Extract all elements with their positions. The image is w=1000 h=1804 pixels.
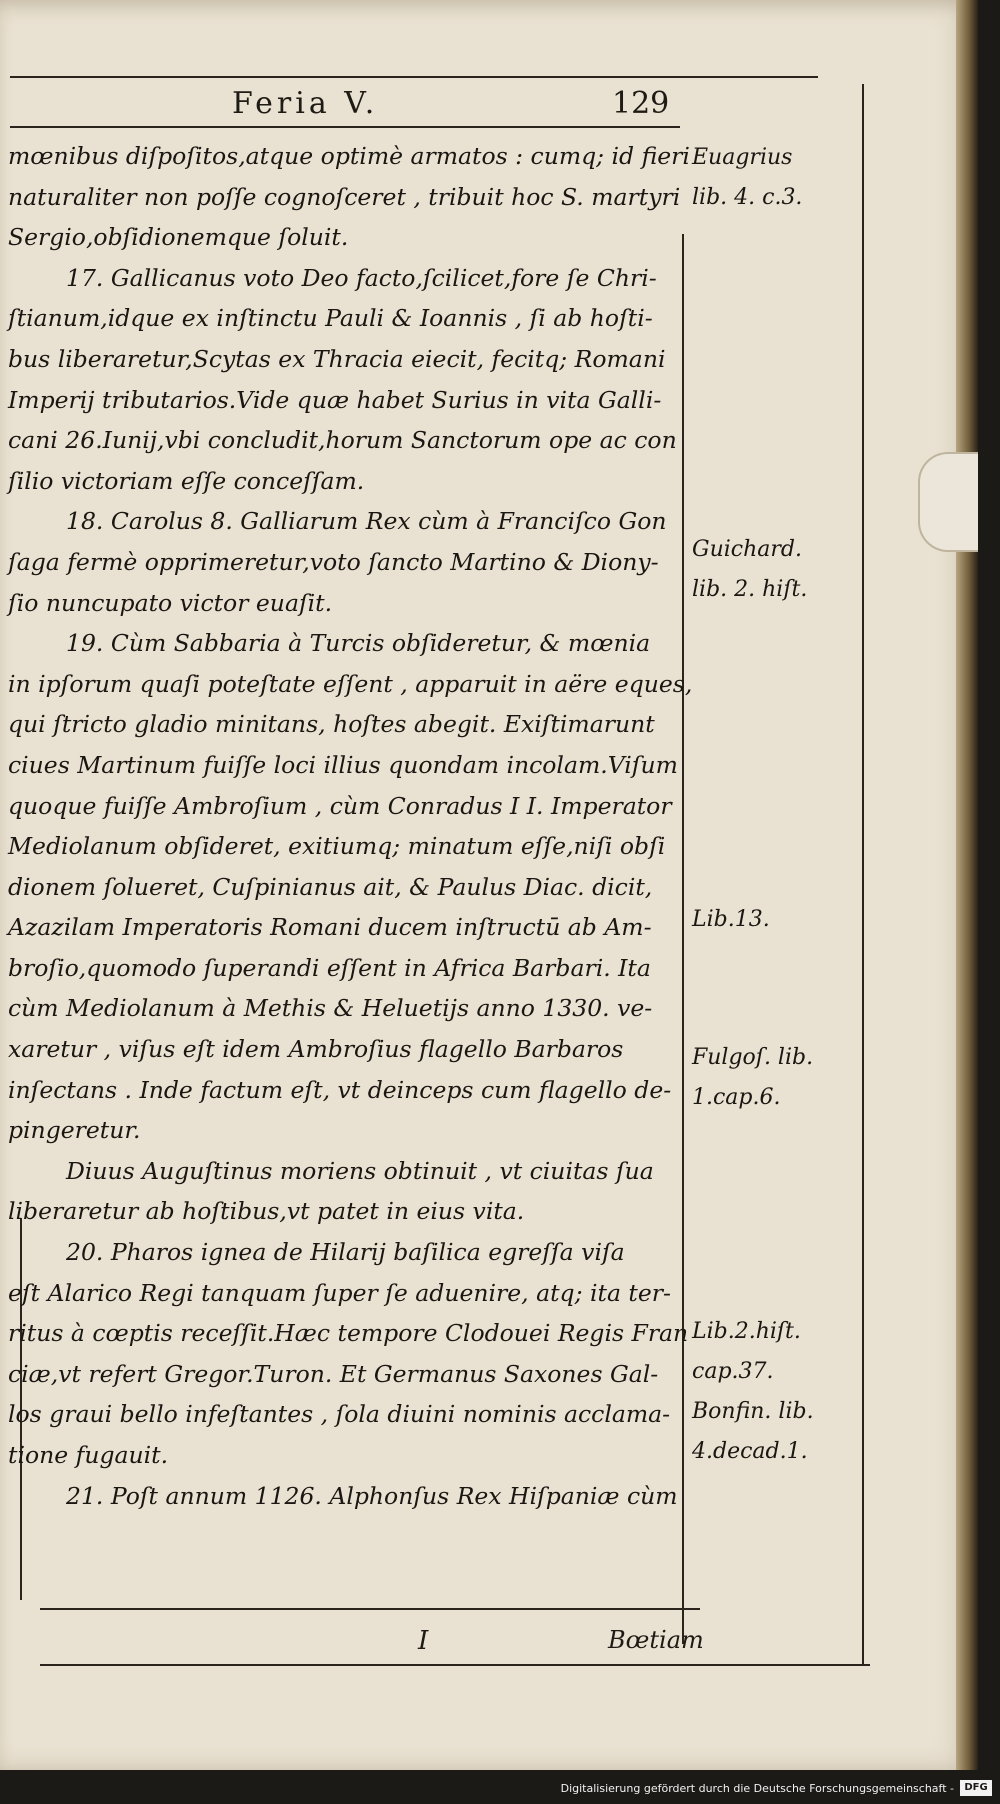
text-line: qui ſtricto gladio minitans, hoſtes abegit. Exiſtimarunt bbox=[8, 710, 655, 739]
text-line: quoque fuiſſe Ambroſium , cùm Conradus I I. Imperator bbox=[8, 791, 672, 820]
text-line: dionem ſolueret, Cuſpinianus ait, & Paulus Diac. dicit, bbox=[8, 872, 653, 901]
header-rule-top bbox=[10, 76, 818, 78]
text-line: 19. Cùm Sabbaria à Turcis obſideretur, & mœnia bbox=[66, 629, 651, 658]
text-line: 17. Gallicanus voto Deo facto,ſcilicet,fore ſe Chri- bbox=[66, 263, 657, 292]
page-edge bbox=[956, 0, 978, 1770]
text-line: tione fugauit. bbox=[8, 1441, 169, 1469]
text-line: ſtianum,idque ex inſtinctu Pauli & Ioannis , ſi ab hoſti- bbox=[8, 304, 653, 333]
text-line: broſio,quomodo ſuperandi eſſent in Africa Barbari. Ita bbox=[8, 953, 651, 982]
text-line: 20. Pharos ignea de Hilarij baſilica egreſſa viſa bbox=[66, 1238, 625, 1267]
text-line: ſio nuncupato victor euaſit. bbox=[8, 588, 333, 617]
page-number: 129 bbox=[612, 86, 670, 121]
catchword: Bœtiam bbox=[608, 1626, 704, 1654]
text-line: pingeretur. bbox=[8, 1116, 141, 1145]
text-line: Diuus Auguſtinus moriens obtinuit , vt ciuitas ſua bbox=[66, 1156, 654, 1185]
text-line: in ipſorum quaſi poteſtate eſſent , apparuit in aëre eques, bbox=[8, 669, 693, 698]
text-line: bus liberaretur,Scytas ex Thracia eiecit, fecitq; Romani bbox=[8, 344, 666, 373]
signature-mark: I bbox=[418, 1626, 429, 1656]
text-line: ſaga fermè opprimeretur,voto ſancto Martino & Diony- bbox=[8, 547, 659, 576]
text-line: xaretur , viſus eſt idem Ambroſius flagello Barbaros bbox=[8, 1035, 624, 1064]
marginal-note-2: Guichard. lib. 2. hiſt. bbox=[692, 537, 808, 602]
marginal-note-4: Fulgoſ. lib. 1.cap.6. bbox=[692, 1045, 814, 1110]
header-rule-bottom bbox=[10, 126, 680, 128]
text-line: mœnibus diſpoſitos,atque optimè armatos : cumq; id fieri bbox=[8, 142, 690, 170]
marginal-note-3: Lib.13. bbox=[692, 907, 770, 932]
text-line: ritus à cœptis receſſit.Hæc tempore Clodouei Regis Fran bbox=[8, 1319, 689, 1348]
text-line: Mediolanum obſideret, exitiumq; minatum eſſe,niſi obſi bbox=[8, 832, 666, 861]
text-line: Sergio,obſidionemque ſoluit. bbox=[8, 223, 349, 252]
dfg-logo-icon: DFG bbox=[960, 1780, 992, 1796]
text-line: Azazilam Imperatoris Romani ducem inſtructū ab Am- bbox=[8, 913, 652, 942]
text-line: naturaliter non poſſe cognoſceret , tribuit hoc S. martyri bbox=[8, 182, 681, 211]
page-clip bbox=[918, 452, 978, 552]
text-line: cani 26.Iunij,vbi concludit,horum Sanctorum ope ac con bbox=[8, 426, 677, 455]
text-line: eſt Alarico Regi tanquam ſuper ſe aduenire, atq; ita ter- bbox=[8, 1278, 671, 1307]
text-line: inſectans . Inde factum eſt, vt deinceps cum flagello de- bbox=[8, 1075, 672, 1104]
scan-credit: Digitalisierung gefördert durch die Deutsche Forschungsgemeinschaft - bbox=[560, 1782, 954, 1795]
footer-rule bbox=[40, 1608, 700, 1610]
marginal-note-5: Lib.2.hiſt. cap.37. Bonfin. lib. 4.decad.1. bbox=[692, 1319, 814, 1464]
bottom-rule bbox=[40, 1664, 870, 1666]
outer-frame-right bbox=[862, 84, 864, 1664]
text-line: liberaretur ab hoſtibus,vt patet in eius vita. bbox=[8, 1197, 525, 1226]
text-line: ciæ,vt refert Gregor.Turon. Et Germanus Saxones Gal- bbox=[8, 1359, 659, 1388]
text-line: cùm Mediolanum à Methis & Heluetijs anno 1330. ve- bbox=[8, 994, 653, 1023]
running-head: Feria V. bbox=[232, 86, 379, 121]
main-text bbox=[8, 136, 693, 1516]
text-line: ſilio victoriam eſſe conceſſam. bbox=[8, 466, 365, 495]
text-line: Imperij tributarios.Vide quæ habet Surius in vita Galli- bbox=[8, 385, 662, 414]
marginal-note-1: Euagrius lib. 4. c.3. bbox=[692, 145, 803, 210]
text-line: los graui bello infeſtantes , ſola diuini nominis acclama- bbox=[8, 1400, 671, 1429]
text-line: 18. Carolus 8. Galliarum Rex cùm à Franciſco Gon bbox=[66, 507, 667, 536]
text-line: 21. Poſt annum 1126. Alphonſus Rex Hiſpaniæ cùm bbox=[66, 1481, 678, 1510]
text-line: ciues Martinum fuiſſe loci illius quondam incolam.Viſum bbox=[8, 750, 678, 779]
